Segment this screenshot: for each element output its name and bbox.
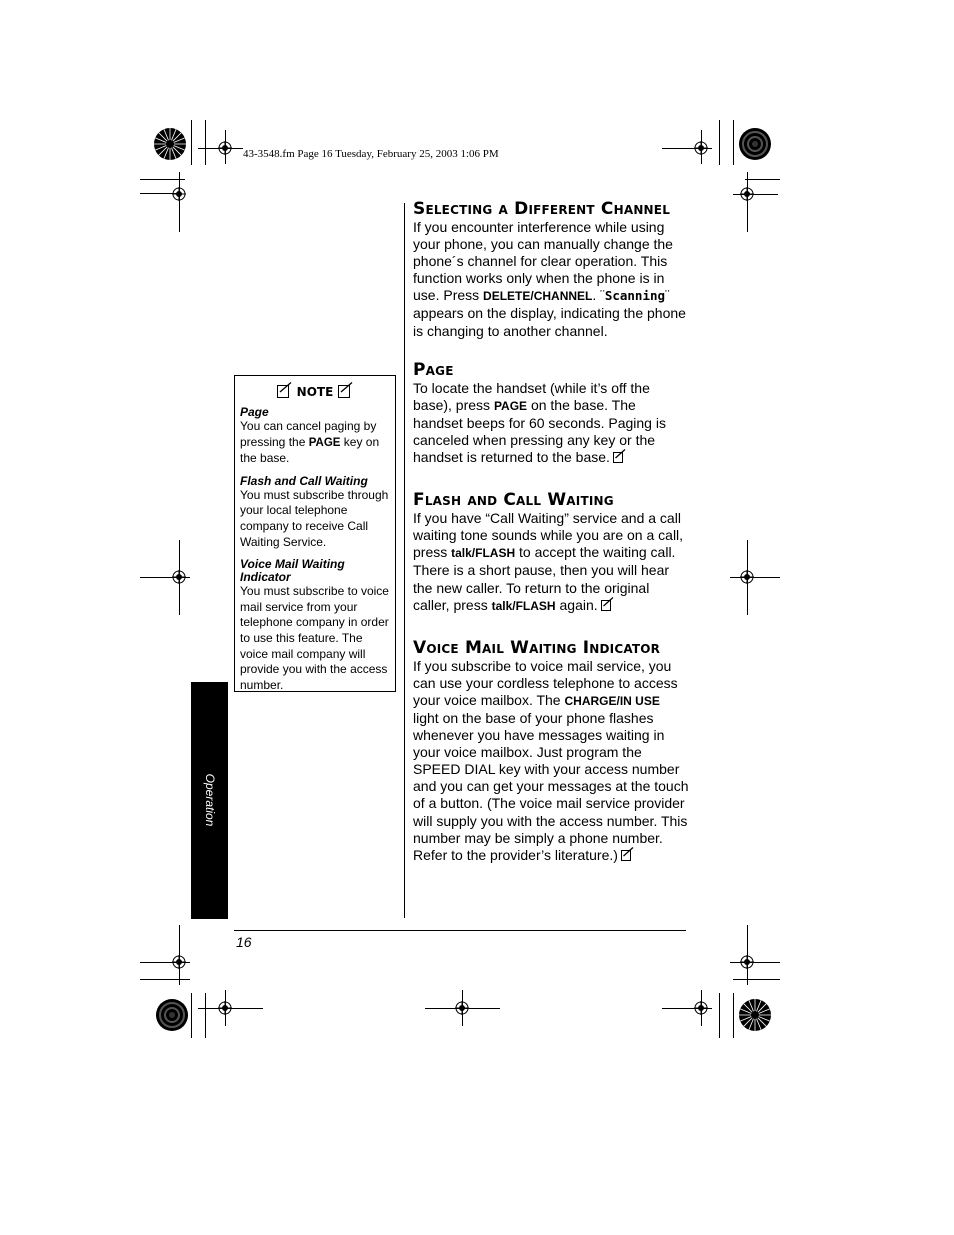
body-text: ¨ appears on the display, indicating the phone is changing to another channel. <box>413 287 686 339</box>
column-divider <box>404 203 405 918</box>
paragraph-voicemail <box>413 658 689 865</box>
key-talk-flash: talk/FLASH <box>451 546 516 561</box>
heading-flash-call-waiting: Flash and Call Waiting <box>413 490 614 511</box>
note-text: key on the base. <box>240 434 380 466</box>
display-text: Scanning <box>604 288 666 304</box>
note-title-voicemail: Voice Mail Waiting Indicator <box>240 557 345 585</box>
note-label: NOTE <box>296 385 334 399</box>
note-body-flash: You must subscribe through your local telephone company to receive Call Waiting Service. <box>240 487 389 549</box>
paragraph-channel <box>413 219 689 340</box>
pencil-check-icon <box>601 597 614 615</box>
body-text: . ¨ <box>592 287 605 304</box>
side-tab-label: Operation <box>203 773 217 827</box>
body-text: again. <box>555 596 598 613</box>
paragraph-flash <box>413 510 689 615</box>
body-text: to accept the waiting call. There is a short pause, then you will hear the new caller. To return to the original caller, press <box>413 544 676 613</box>
main-column <box>413 199 689 865</box>
note-header <box>240 382 390 404</box>
color-bar-wheel-icon <box>738 127 772 161</box>
heading-voice-mail-indicator: Voice Mail Waiting Indicator <box>413 637 661 658</box>
heading-page: Page <box>413 359 454 380</box>
note-title-page: Page <box>240 405 269 419</box>
pencil-check-icon <box>621 847 634 865</box>
body-text: light on the base of your phone flashes whenever you have messages waiting in your voice mailbox. Just program the SPEED DIAL key with your access number and you can get your messages at the touch of a button. (The voice mail service provider will supply you with the access number. This number may be simply a phone number. Refer to the provider’s literature.) <box>413 709 689 863</box>
body-text: If you encounter interference while using your phone, you can manually change the phone´s channel for clear operation. This function works only when the phone is in use. Press <box>413 219 673 304</box>
note-key: PAGE <box>308 436 341 449</box>
note-box <box>234 375 396 692</box>
key-delete-channel: DELETE/CHANNEL <box>483 289 593 304</box>
color-bar-wheel-icon <box>155 998 189 1032</box>
paragraph-page <box>413 380 689 467</box>
heading-selecting-channel: Selecting a Different Channel <box>413 199 671 219</box>
note-body-page <box>240 419 390 467</box>
side-tab <box>191 682 228 919</box>
body-text: To locate the handset (while it’s off the base), press <box>413 379 650 413</box>
note-body-voicemail: You must subscribe to voice mail service from your telephone company in order to use this feature. The voice mail company will provide you with the access number. <box>240 584 389 692</box>
file-slug: 43-3548.fm Page 16 Tuesday, February 25, 2003 1:06 PM <box>243 148 499 160</box>
color-bar-wheel-icon <box>738 998 772 1032</box>
note-text: You can cancel paging by pressing the <box>240 419 377 449</box>
page-number: 16 <box>236 934 252 950</box>
pencil-check-icon <box>277 382 292 402</box>
pencil-check-icon <box>338 382 353 402</box>
color-bar-wheel-icon <box>153 127 187 161</box>
key-talk-flash: talk/FLASH <box>491 598 556 613</box>
body-text: If you subscribe to voice mail service, you can use your cordless telephone to access your voice mailbox. The <box>413 657 678 708</box>
body-text: If you have “Call Waiting” service and a call waiting tone sounds while you are on a call, press <box>413 510 684 561</box>
footer-rule <box>234 930 686 931</box>
pencil-check-icon <box>613 449 626 467</box>
key-page: PAGE <box>493 398 528 413</box>
key-charge-in-use: CHARGE/IN USE <box>564 693 660 708</box>
body-text: on the base. The handset beeps for 60 seconds. Paging is canceled when pressing any key or the handset is returned to the base. <box>413 396 666 466</box>
note-title-flash: Flash and Call Waiting <box>240 473 368 488</box>
